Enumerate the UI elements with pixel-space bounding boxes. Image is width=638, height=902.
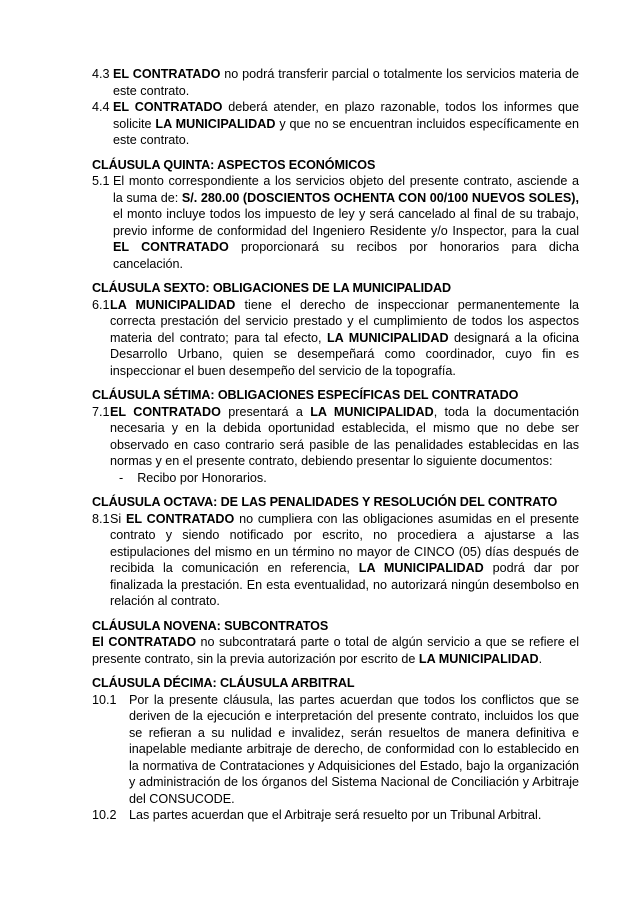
clause-4-3: 4.3 EL CONTRATADO no podrá transferir parcial o totalmente los servicios materia de este contrato. [92, 67, 580, 98]
section-heading-quinta: CLÁUSULA QUINTA: ASPECTOS ECONÓMICOS [92, 157, 376, 172]
amount-text: S/. 280.00 (DOSCIENTOS OCHENTA CON 00/100 NUEVOS SOLES), [181, 190, 579, 205]
clause-number: 4.3 [92, 67, 110, 81]
party-name: LA MUNICIPALIDAD [418, 651, 539, 666]
party-name: LA MUNICIPALIDAD [155, 116, 276, 131]
section-heading-decima: CLÁUSULA DÉCIMA: CLÁUSULA ARBITRAL [92, 676, 355, 690]
clause-number: 8.1 [92, 511, 110, 526]
clause-5-1: 5.1 El monto correspondiente a los servicios objeto del presente contrato, asciende a la suma de: S/. 280.00 (DOSCIENTOS OCHENTA CON 00/100 NUEVOS SOLES), el monto incluye todos los impuesto de ley y será cancelado al final de su trabajo, previo informe de conformidad del Ingeniero Residente y/o Inspector, para la cual EL CONTRATADO proporcionará su recibos por honorarios para dicha cancelación. [92, 174, 580, 271]
party-name: EL CONTRATADO [113, 100, 223, 114]
clause-number: 7.1 [92, 404, 110, 419]
party-name: EL CONTRATADO [125, 511, 235, 526]
clause-number: 5.1 [92, 174, 110, 188]
document-page [92, 66, 579, 824]
clause-7-1: 7.1 EL CONTRATADO presentará a LA MUNICIPALIDAD, toda la documentación necesaria y en la debida oportunidad establecida, el mismo que no debe ser observado en caso contrario será pasible de las penalidades establecidas en las normas y en el presente contrato, debiendo presentar lo siguiente documentos: [92, 404, 579, 468]
party-name: LA MUNICIPALIDAD [110, 297, 236, 312]
clause-10-1: 10.1 Por la presente cláusula, las partes acuerdan que todos los conflictos que se deriven de la ejecución e interpretación del presente contrato, incluidos los que se refieran a su nulidad e invalidez, serán resueltos de manera definitiva e inapelable mediante arbitraje de derecho, de conformidad con lo establecido en la normativa de Contrataciones y Adquisiciones del Estado, bajo la organización y administración de los órganos del Sistema Nacional de Conciliación y Arbitraje del CONSUCODE. [92, 692, 579, 806]
party-name: El CONTRATADO [92, 635, 197, 649]
list-item-recibo: - Recibo por Honorarios. [119, 470, 267, 485]
party-name: LA MUNICIPALIDAD [326, 330, 449, 345]
party-name: LA MUNICIPALIDAD [310, 404, 434, 419]
clause-9-body: El CONTRATADO no subcontratará parte o total de algún servicio a que se refiere el presente contrato, sin la previa autorización por escrito de LA MUNICIPALIDAD. [92, 635, 579, 666]
clause-6-1: 6.1 LA MUNICIPALIDAD tiene el derecho de inspeccionar permanentemente la correcta prestación del servicio prestado y el cumplimiento de todos los aspectos materia del contrato; para tal efecto, LA MUNICIPALIDAD designará a la oficina Desarrollo Urbano, quien se desempeñará como coordinador, cuyo fin es inspeccionar el buen desempeño del servicio de la topografía. [92, 297, 579, 378]
clause-number: 4.4 [92, 100, 110, 114]
clause-8-1: 8.1 Si EL CONTRATADO no cumpliera con las obligaciones asumidas en el presente contrato y siendo notificado por escrito, no procediera a ajustarse a las estipulaciones del mismo en un término no mayor de CINCO (05) días después de recibida la comunicación en referencia, LA MUNICIPALIDAD podrá dar por finalizada la prestación. En esta eventualidad, no autorizará ningún desembolso en relación al contrato. [92, 511, 580, 608]
party-name: EL CONTRATADO [110, 404, 221, 419]
party-name: LA MUNICIPALIDAD [358, 561, 484, 575]
clause-number: 10.2 [92, 808, 117, 822]
clause-4-4: 4.4 EL CONTRATADO deberá atender, en plazo razonable, todos los informes que solicite LA MUNICIPALIDAD y que no se encuentran incluidos específicamente en este contrato. [92, 100, 579, 147]
section-heading-sexto: CLÁUSULA SEXTO: OBLIGACIONES DE LA MUNICIPALIDAD [92, 281, 452, 295]
section-heading-setima: CLÁUSULA SÉTIMA: OBLIGACIONES ESPECÍFICAS DEL CONTRATADO [92, 388, 519, 402]
clause-number: 6.1 [92, 297, 110, 312]
clause-10-2: 10.2 Las partes acuerdan que el Arbitraje será resuelto por un Tribunal Arbitral. [92, 808, 542, 822]
clause-number: 10.1 [92, 692, 117, 707]
party-name: EL CONTRATADO [113, 67, 221, 81]
party-name: EL CONTRATADO [113, 240, 229, 254]
section-heading-novena: CLÁUSULA NOVENA: SUBCONTRATOS [92, 618, 329, 633]
section-heading-octava: CLÁUSULA OCTAVA: DE LAS PENALIDADES Y RESOLUCIÓN DEL CONTRATO [92, 495, 558, 509]
